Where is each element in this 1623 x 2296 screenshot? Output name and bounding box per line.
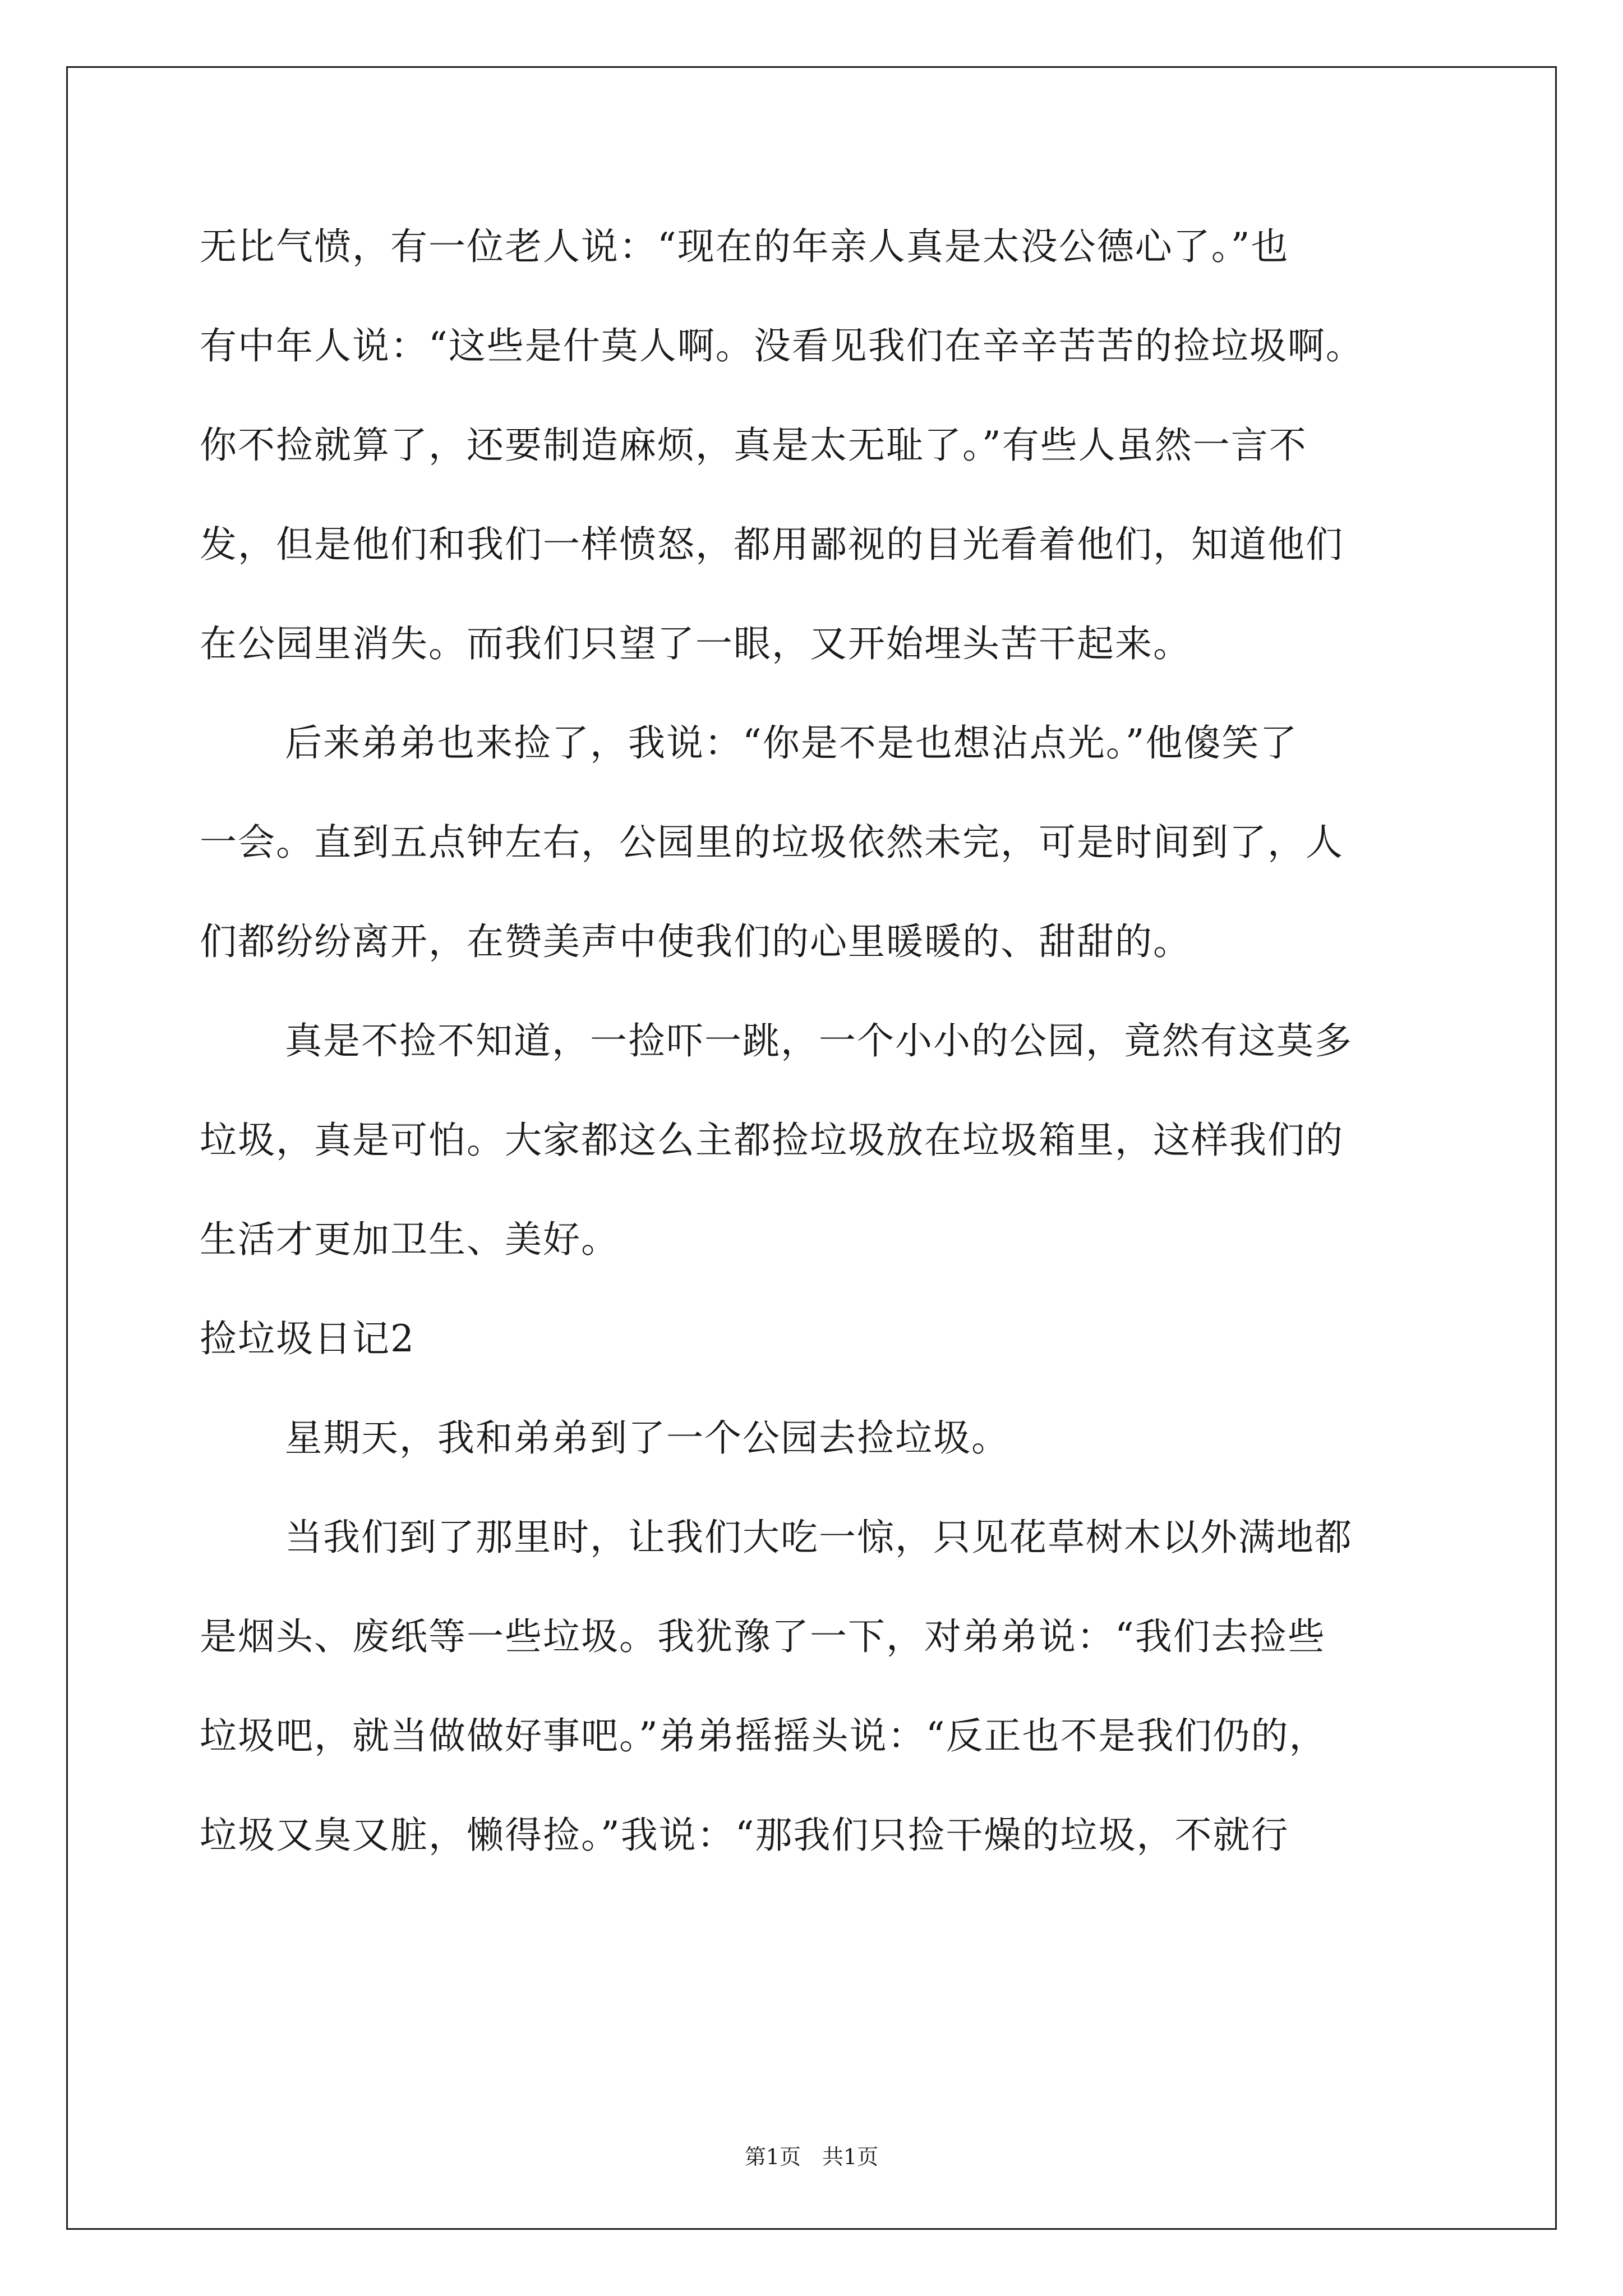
text-line: 无比气愤，有一位老人说：“现在的年亲人真是太没公德心了。”也 <box>200 225 1289 268</box>
paragraph-first-line: 真是不捡不知道，一捡吓一跳，一个小小的公园，竟然有这莫多 <box>285 1019 1353 1062</box>
paragraph-first-line: 后来弟弟也来捡了，我说：“你是不是也想沾点光。”他傻笑了 <box>285 721 1298 765</box>
text-line: 你不捡就算了，还要制造麻烦，真是太无耻了。”有些人虽然一言不 <box>200 424 1307 467</box>
paragraph-first-line: 星期天，我和弟弟到了一个公园去捡垃圾。 <box>285 1416 1009 1460</box>
text-line: 一会。直到五点钟左右，公园里的垃圾依然未完，可是时间到了，人 <box>200 821 1344 864</box>
text-line: 生活才更加卫生、美好。 <box>200 1218 619 1261</box>
text-line: 发，但是他们和我们一样愤怒，都用鄙视的目光看着他们，知道他们 <box>200 523 1344 566</box>
text-line: 垃圾又臭又脏，懒得捡。”我说：“那我们只捡干燥的垃圾，不就行 <box>200 1814 1289 1857</box>
text-line: 们都纷纷离开，在赞美声中使我们的心里暖暖的、甜甜的。 <box>200 920 1191 963</box>
text-line: 垃圾吧，就当做做好事吧。”弟弟摇摇头说：“反正也不是我们仍的， <box>200 1714 1327 1757</box>
page-number-label: 第1页 共1页 <box>744 2145 879 2169</box>
paragraph-first-line: 当我们到了那里时，让我们大吃一惊，只见花草树木以外满地都 <box>285 1516 1353 1559</box>
section-heading: 捡垃圾日记2 <box>200 1317 415 1360</box>
text-line: 在公园里消失。而我们只望了一眼，又开始埋头苦干起来。 <box>200 622 1191 665</box>
page-footer <box>0 2140 1623 2174</box>
text-line: 垃圾，真是可怕。大家都这么主都捡垃圾放在垃圾箱里，这样我们的 <box>200 1119 1344 1162</box>
text-line: 是烟头、废纸等一些垃圾。我犹豫了一下，对弟弟说：“我们去捡些 <box>200 1615 1326 1658</box>
text-line: 有中年人说：“这些是什莫人啊。没看见我们在辛辛苦苦的捡垃圾啊。 <box>200 324 1364 367</box>
